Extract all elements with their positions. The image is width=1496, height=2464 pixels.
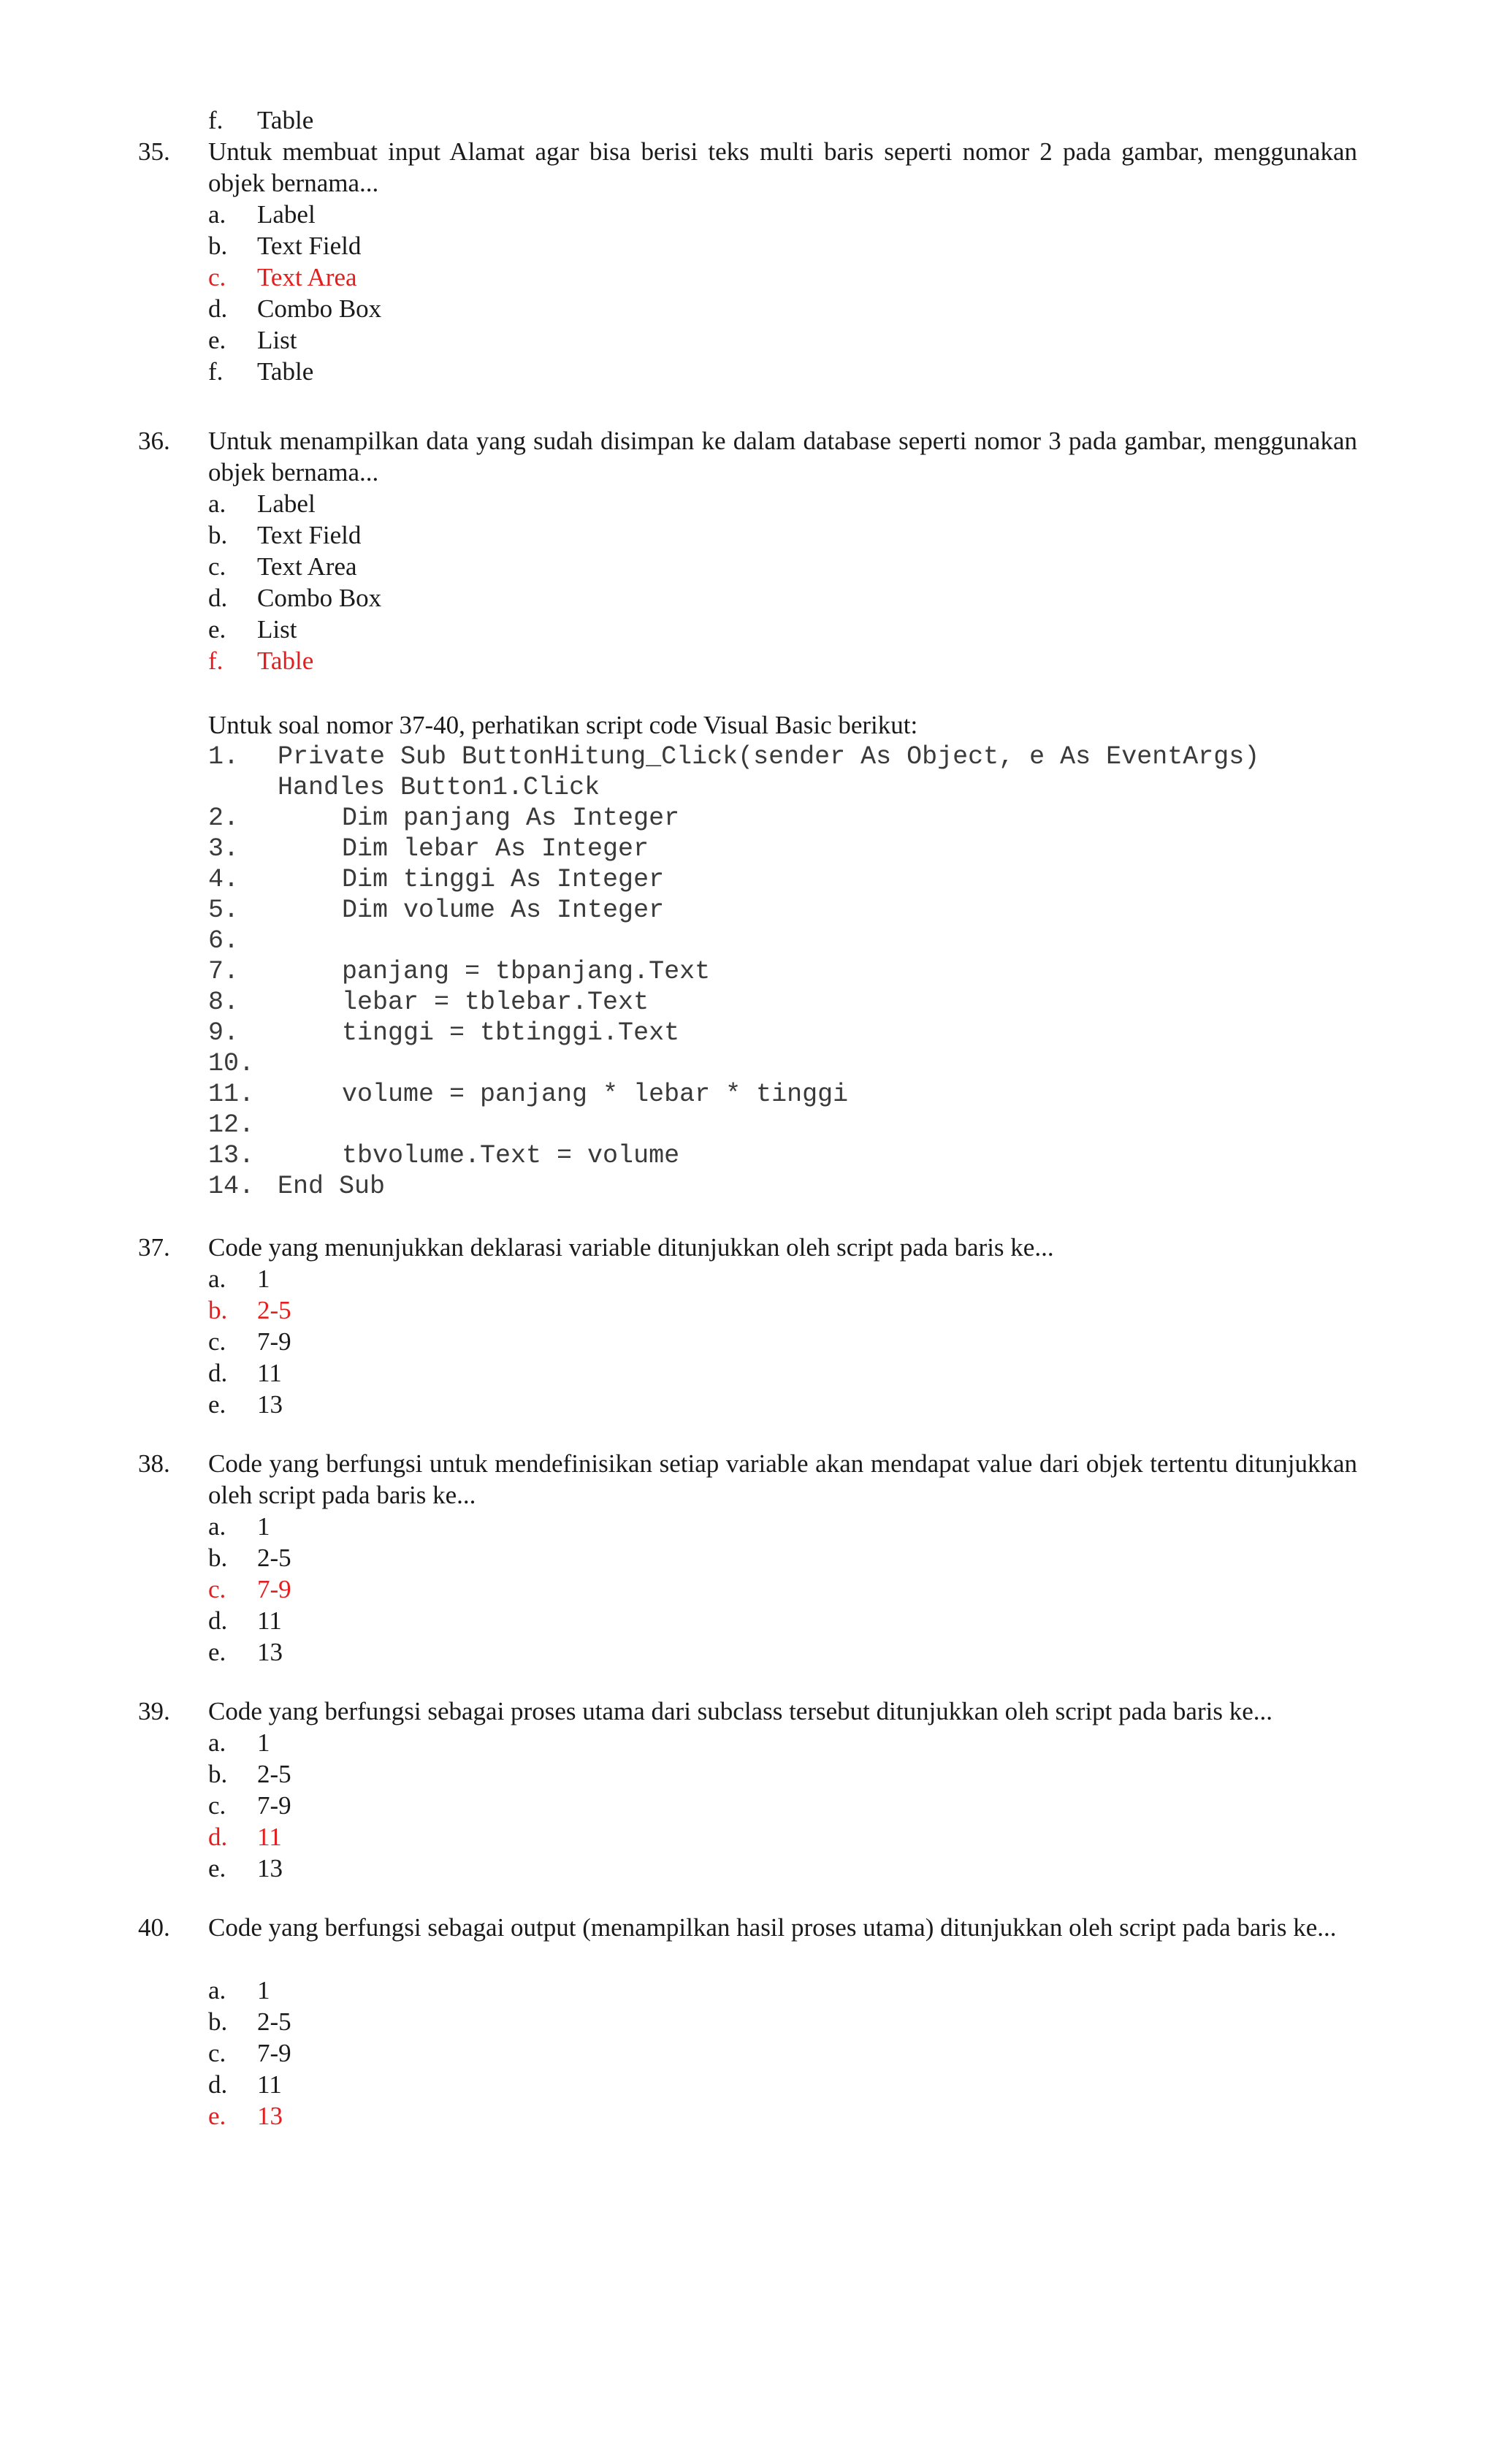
option-letter: d.: [208, 1359, 228, 1387]
correct-option-letter: e.: [208, 2102, 226, 2130]
option-letter: c.: [208, 1791, 226, 1820]
option-letter: e.: [208, 326, 226, 354]
top-option-text: Table: [257, 106, 314, 134]
correct-option-text: 2-5: [257, 1296, 291, 1324]
code-line: lebar = tblebar.Text: [342, 988, 649, 1017]
option-text: 11: [257, 1606, 282, 1635]
option-letter: c.: [208, 2039, 226, 2067]
code-line-number: 14.: [208, 1172, 255, 1201]
code-line: panjang = tbpanjang.Text: [342, 957, 711, 986]
option-text: 7-9: [257, 2039, 291, 2067]
code-line-number: 3.: [208, 834, 240, 863]
code-line-number: 7.: [208, 957, 240, 986]
correct-option-letter: b.: [208, 1296, 228, 1324]
code-line-number: 8.: [208, 988, 240, 1017]
question-number: 37.: [138, 1233, 170, 1262]
code-line-continuation: Handles Button1.Click: [278, 773, 600, 802]
option-text: 13: [257, 1854, 283, 1883]
option-text: Combo Box: [257, 584, 382, 612]
question-number: 35.: [138, 137, 170, 166]
code-line-number: 9.: [208, 1018, 240, 1048]
option-text: 1: [257, 1976, 270, 2005]
option-letter: f.: [208, 357, 224, 386]
option-text: 1: [257, 1265, 270, 1293]
option-letter: a.: [208, 1512, 226, 1541]
option-letter: b.: [208, 1544, 228, 1572]
code-line: Dim volume As Integer: [342, 896, 665, 925]
question-text: Code yang berfungsi sebagai output (menampilkan hasil proses utama) ditunjukkan oleh script pada baris ke...: [208, 1913, 1337, 1942]
option-text: 2-5: [257, 2007, 291, 2036]
question-text: Code yang berfungsi sebagai proses utama dari subclass tersebut ditunjukkan oleh script pada baris ke...: [208, 1697, 1272, 1725]
option-text: Text Area: [257, 552, 357, 581]
code-intro: Untuk soal nomor 37-40, perhatikan script code Visual Basic berikut:: [208, 711, 918, 739]
code-line: volume = panjang * lebar * tinggi: [342, 1080, 849, 1109]
option-letter: a.: [208, 489, 226, 518]
code-line: tbvolume.Text = volume: [342, 1141, 680, 1170]
code-line: tinggi = tbtinggi.Text: [342, 1018, 680, 1048]
option-letter: d.: [208, 294, 228, 323]
question-text: Code yang berfungsi untuk mendefinisikan setiap variable akan mendapat value dari objek tertentu ditunjukkan oleh script pada baris ke...: [208, 1449, 1357, 1509]
option-text: Combo Box: [257, 294, 382, 323]
option-letter: e.: [208, 615, 226, 644]
option-text: 11: [257, 1359, 282, 1387]
option-letter: e.: [208, 1638, 226, 1666]
question-number: 39.: [138, 1697, 170, 1725]
option-letter: a.: [208, 1265, 226, 1293]
option-letter: d.: [208, 1606, 228, 1635]
code-line-number: 1.: [208, 742, 240, 771]
option-letter: e.: [208, 1390, 226, 1419]
option-text: Label: [257, 489, 316, 518]
option-text: List: [257, 615, 297, 644]
option-text: Label: [257, 200, 316, 229]
correct-option-letter: d.: [208, 1823, 228, 1851]
option-text: 7-9: [257, 1327, 291, 1356]
code-line-number: 13.: [208, 1141, 255, 1170]
question-text: Untuk menampilkan data yang sudah disimpan ke dalam database seperti nomor 3 pada gambar, menggunakan objek bernama...: [208, 427, 1357, 487]
option-letter: d.: [208, 2070, 228, 2099]
code-line-number: 6.: [208, 926, 240, 956]
option-letter: a.: [208, 1976, 226, 2005]
option-text: 1: [257, 1728, 270, 1757]
option-text: 2-5: [257, 1544, 291, 1572]
code-line: Dim panjang As Integer: [342, 804, 680, 833]
code-line-number: 5.: [208, 896, 240, 925]
code-line: Dim lebar As Integer: [342, 834, 649, 863]
code-line-number: 11.: [208, 1080, 255, 1109]
correct-option-text: 13: [257, 2102, 283, 2130]
option-letter: b.: [208, 2007, 228, 2036]
option-text: 11: [257, 2070, 282, 2099]
code-line-number: 2.: [208, 804, 240, 833]
option-letter: e.: [208, 1854, 226, 1883]
code-line-number: 12.: [208, 1110, 255, 1140]
correct-option-letter: c.: [208, 1575, 226, 1603]
option-text: 7-9: [257, 1791, 291, 1820]
question-number: 40.: [138, 1913, 170, 1942]
option-letter: a.: [208, 1728, 226, 1757]
question-number: 36.: [138, 427, 170, 455]
option-text: 2-5: [257, 1760, 291, 1788]
option-letter: a.: [208, 200, 226, 229]
option-text: 13: [257, 1638, 283, 1666]
code-line: Dim tinggi As Integer: [342, 865, 665, 894]
question-text: Untuk membuat input Alamat agar bisa berisi teks multi baris seperti nomor 2 pada gambar, menggunakan objek bernama...: [208, 137, 1357, 197]
option-letter: b.: [208, 1760, 228, 1788]
correct-option-letter: c.: [208, 263, 226, 291]
question-number: 38.: [138, 1449, 170, 1478]
code-line-number: 10.: [208, 1049, 255, 1078]
correct-option-text: 7-9: [257, 1575, 291, 1603]
option-letter: d.: [208, 584, 228, 612]
option-text: Text Field: [257, 232, 362, 260]
correct-option-text: Table: [257, 646, 314, 675]
correct-option-text: Text Area: [257, 263, 357, 291]
option-letter: b.: [208, 232, 228, 260]
correct-option-letter: f.: [208, 646, 224, 675]
option-text: 13: [257, 1390, 283, 1419]
option-text: 1: [257, 1512, 270, 1541]
top-option-letter: f.: [208, 106, 224, 134]
option-letter: b.: [208, 521, 228, 549]
correct-option-text: 11: [257, 1823, 282, 1851]
code-line: Private Sub ButtonHitung_Click(sender As Object, e As EventArgs): [278, 742, 1260, 771]
code-line-number: 4.: [208, 865, 240, 894]
option-letter: c.: [208, 552, 226, 581]
option-letter: c.: [208, 1327, 226, 1356]
question-text: Code yang menunjukkan deklarasi variable ditunjukkan oleh script pada baris ke...: [208, 1233, 1054, 1262]
option-text: Table: [257, 357, 314, 386]
option-text: Text Field: [257, 521, 362, 549]
option-text: List: [257, 326, 297, 354]
code-line: End Sub: [278, 1172, 386, 1201]
